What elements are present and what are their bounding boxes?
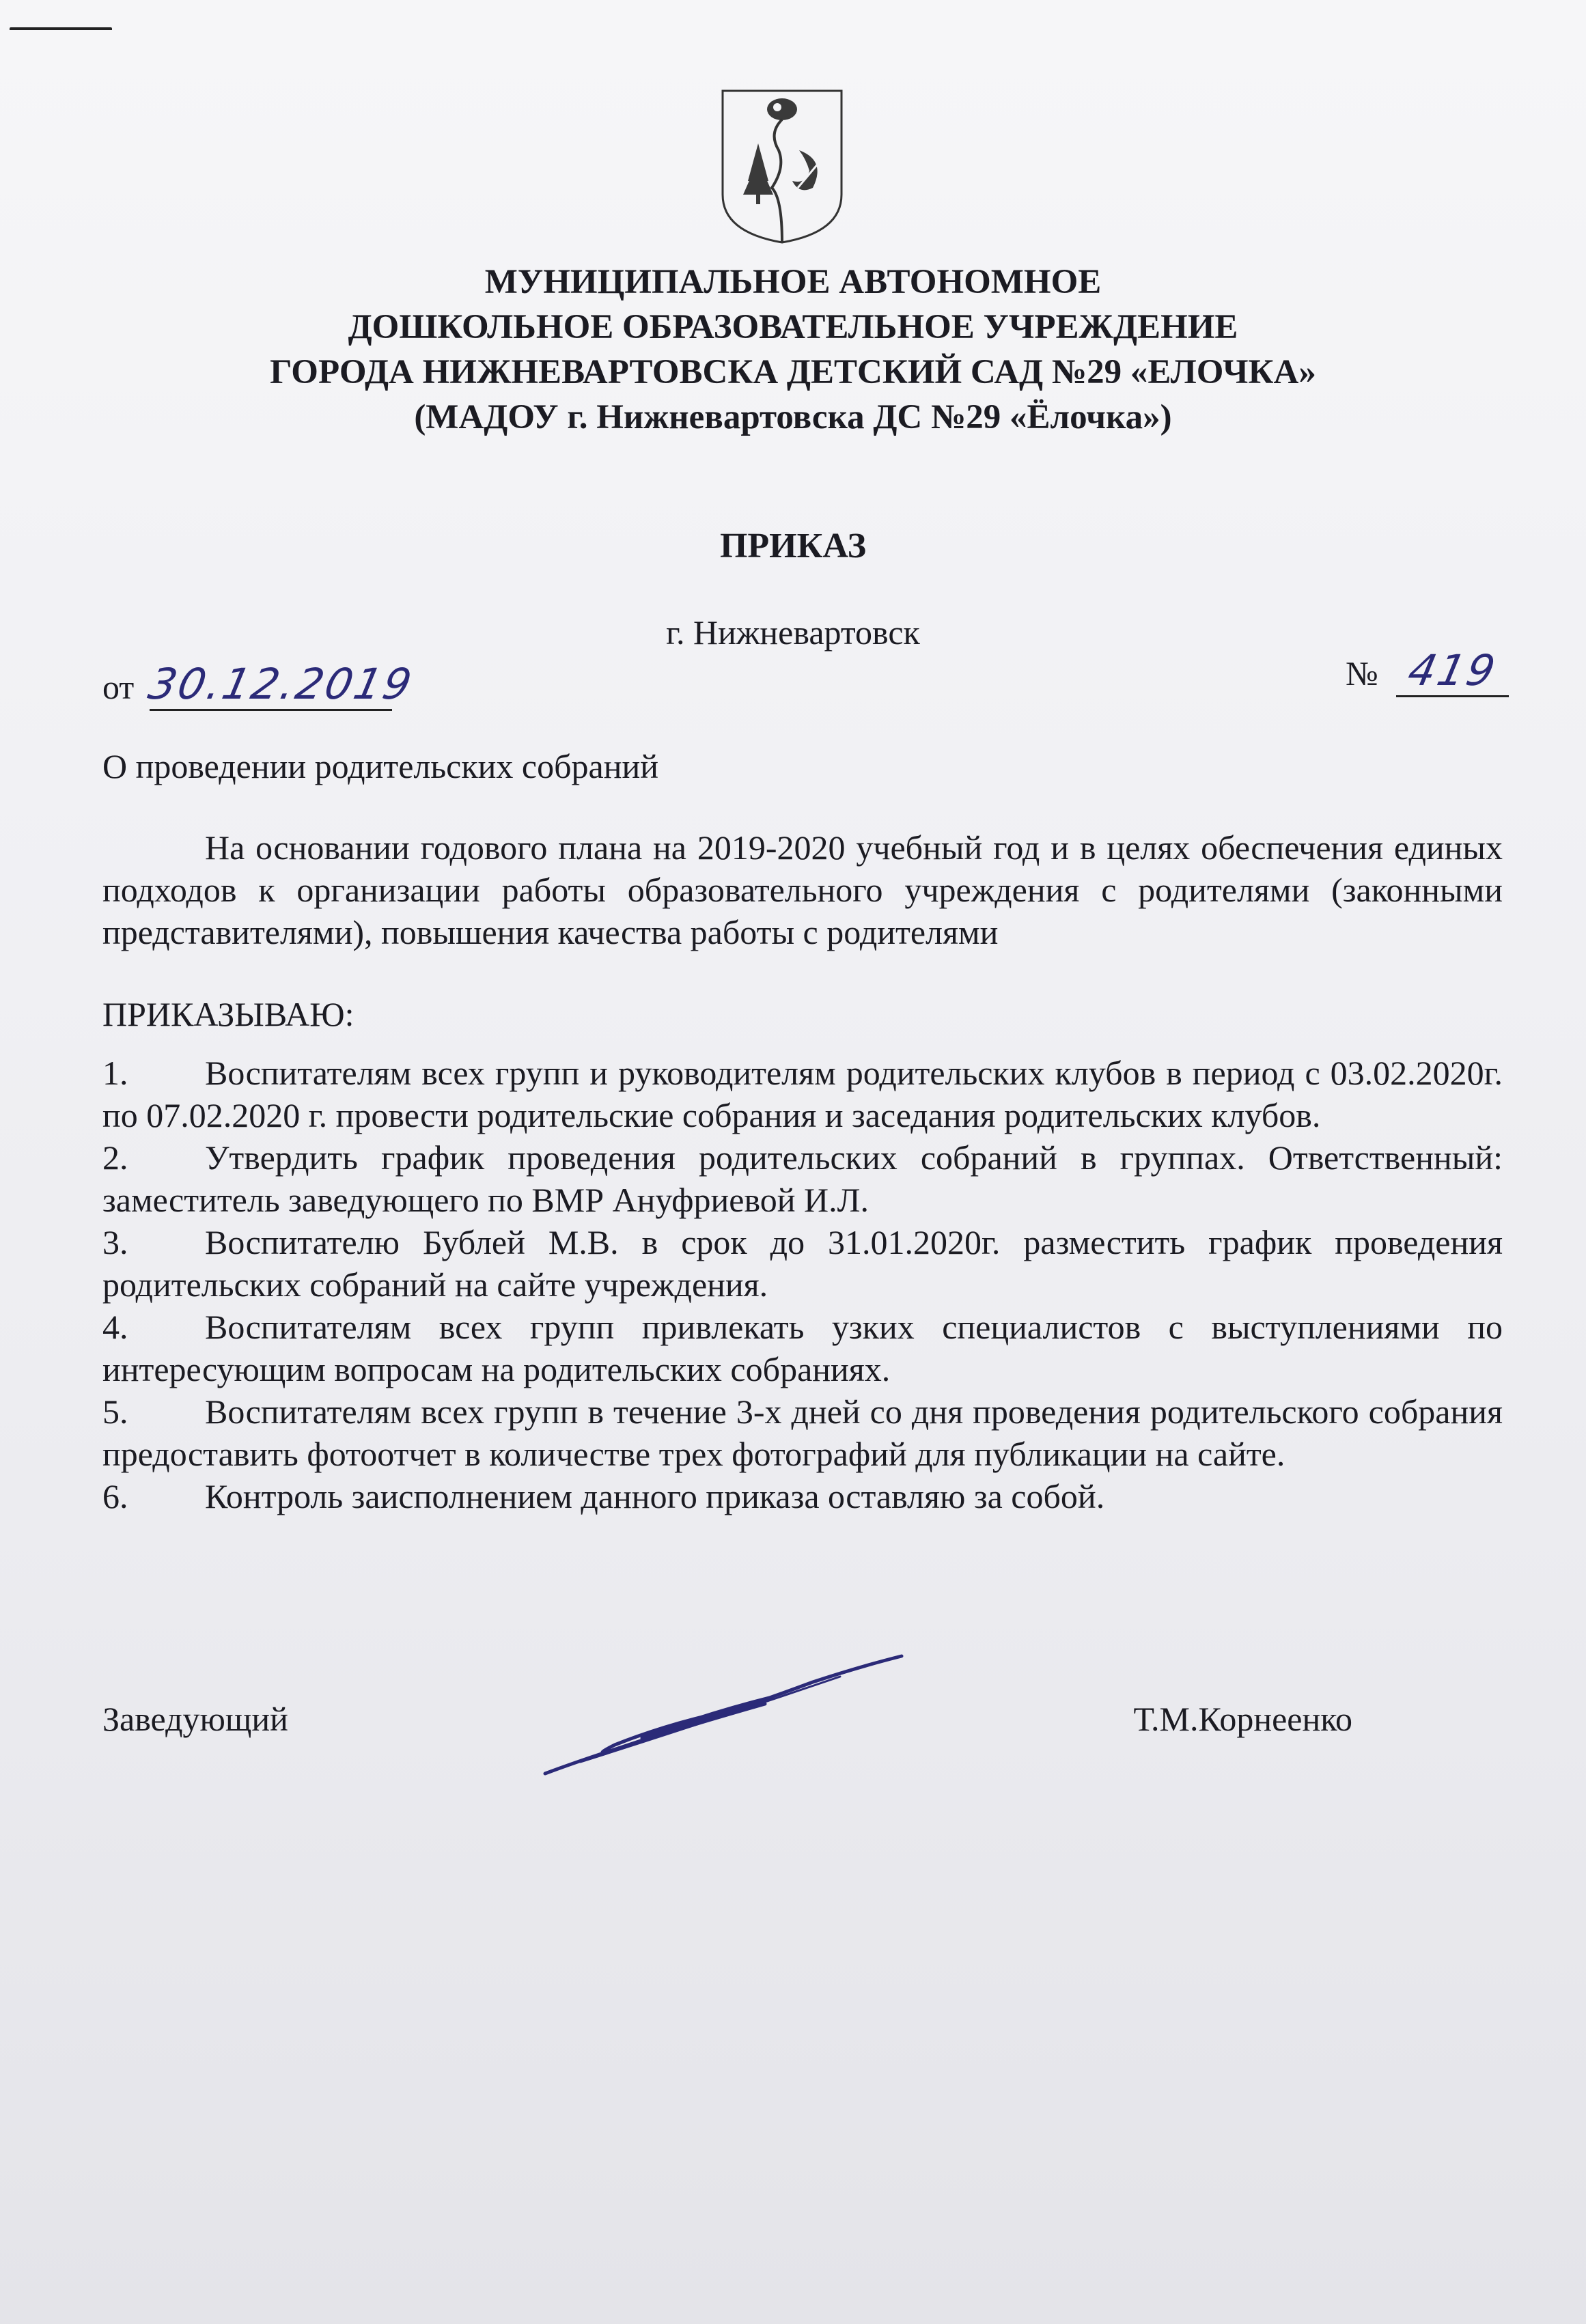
handwritten-signature xyxy=(540,1642,922,1786)
header-line: МУНИЦИПАЛЬНОЕ АВТОНОМНОЕ xyxy=(484,263,1102,301)
signer-name: Т.М.Корнеенко xyxy=(1133,1700,1352,1738)
order-item-number: 1. xyxy=(102,1054,128,1092)
order-item-text: Воспитателям всех групп и руководителям родительских клубов в период с 03.02.2020г. по 07.02.2020 г. провести родительские собрания и заседания родительских клубов. xyxy=(102,1054,1503,1134)
handwritten-date: 30.12.2019 xyxy=(143,659,418,709)
corner-mark xyxy=(10,27,112,34)
number-prefix: № xyxy=(1346,654,1378,692)
order-item xyxy=(102,1475,1503,1517)
handwritten-number: 419 xyxy=(1404,645,1502,695)
order-items-list xyxy=(102,1052,1503,1517)
document-title: ПРИКАЗ xyxy=(719,527,867,565)
signer-position: Заведующий xyxy=(102,1700,288,1738)
order-item xyxy=(102,1052,1503,1136)
order-item-number: 5. xyxy=(102,1392,128,1431)
order-word: ПРИКАЗЫВАЮ: xyxy=(102,995,354,1033)
number-field xyxy=(1396,645,1509,697)
organization-header xyxy=(0,260,1586,440)
order-item-text: Утвердить график проведения родительских собраний в группах. Ответственный: заместитель заведующего по ВМР Ануфриевой И.Л. xyxy=(102,1138,1503,1219)
date-field xyxy=(143,659,418,711)
preamble-paragraph: На основании годового плана на 2019-2020 учебный год и в целях обеспечения единых подходов к организации работы образовательного учреждения с родителями (законными представителями), повышения качества работы с родителями xyxy=(102,828,1503,951)
order-item xyxy=(102,1306,1503,1390)
order-item xyxy=(102,1136,1503,1221)
order-item-number: 2. xyxy=(102,1138,128,1177)
date-prefix: от xyxy=(102,668,135,706)
order-item-number: 3. xyxy=(102,1223,128,1261)
document-subject: О проведении родительских собраний xyxy=(102,747,659,785)
order-item-text: Контроль заисполнением данного приказа оставляю за собой. xyxy=(205,1477,1105,1515)
document-city: г. Нижневартовск xyxy=(666,613,920,652)
order-item-number: 4. xyxy=(102,1308,128,1346)
header-line-short-name: (МАДОУ г. Нижневартовска ДС №29 «Ёлочка») xyxy=(414,398,1172,436)
date-row xyxy=(102,659,418,711)
order-item-text: Воспитателям всех групп в течение 3-х дней со дня проведения родительского собрания предоставить фотоотчет в количестве трех фотографий для публикации на сайте. xyxy=(102,1392,1503,1473)
order-item-text: Воспитателю Бублей М.В. в срок до 31.01.2020г. разместить график проведения родительских собраний на сайте учреждения. xyxy=(102,1223,1503,1304)
order-item xyxy=(102,1390,1503,1475)
header-line: ГОРОДА НИЖНЕВАРТОВСКА ДЕТСКИЙ САД №29 «ЕЛОЧКА» xyxy=(270,353,1316,391)
order-item-text: Воспитателям всех групп привлекать узких специалистов с выступлениями по интересующим вопросам на родительских собраниях. xyxy=(102,1308,1503,1388)
header-line: ДОШКОЛЬНОЕ ОБРАЗОВАТЕЛЬНОЕ УЧРЕЖДЕНИЕ xyxy=(348,308,1238,346)
coat-of-arms-emblem xyxy=(717,85,847,246)
order-item-number: 6. xyxy=(102,1477,128,1515)
order-item xyxy=(102,1221,1503,1306)
number-row xyxy=(1346,645,1509,697)
